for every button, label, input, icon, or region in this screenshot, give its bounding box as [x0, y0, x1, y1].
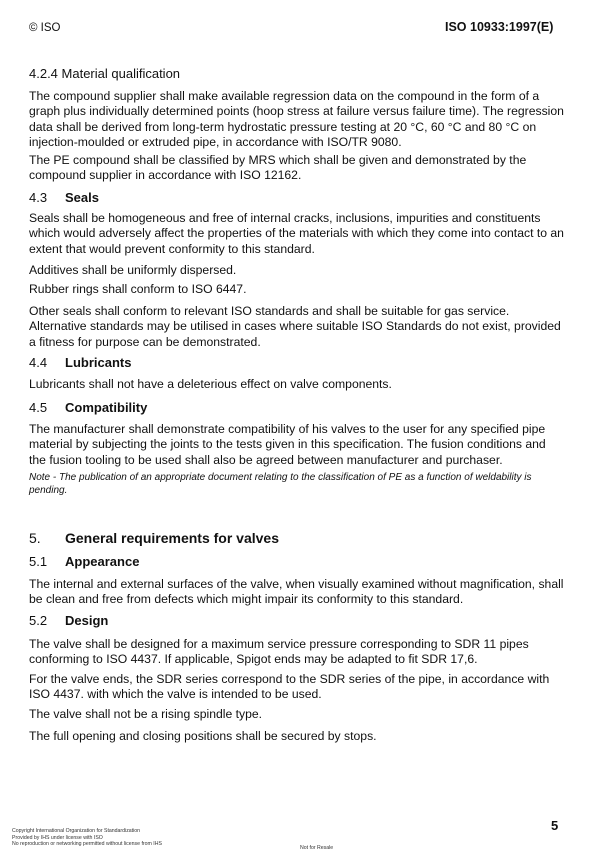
paragraph: The valve shall be designed for a maximum service pressure corresponding to SDR 11 pipes conforming to ISO 4437. If applicable, Spigot ends may be adapted to fit SDR 17,6. — [29, 637, 529, 667]
paragraph: Other seals shall conform to relevant ISO standards and shall be suitable for gas service. Alternative standards may be utilised in cases where suitable ISO Standards do not exist, provided a fitness for purpose can be demonstrated. — [29, 304, 561, 349]
section-title: Compatibility — [65, 400, 148, 415]
section-heading: 4.2.4 Material qualification — [29, 66, 181, 81]
section-heading-5 — [29, 530, 279, 546]
section-title: Seals — [65, 190, 99, 205]
section-heading-4-3 — [29, 190, 99, 205]
footer-copyright — [12, 828, 162, 848]
paragraph: The compound supplier shall make available regression data on the compound in the form of a graph plus individually determined points (hoop stress at failure versus failure time). The regression data shall be derived from long-term hydrostatic pressure testing at 20 °C, 60 °C and 80 °C on injection-moulded or extruded pipe, in accordance with ISO/TR 9080. — [29, 89, 564, 150]
paragraph: The full opening and closing positions shall be secured by stops. — [29, 729, 377, 743]
section-heading-5-2 — [29, 613, 108, 628]
header-copyright: © ISO — [29, 22, 61, 34]
footer-line: No reproduction or networking permitted without license from IHS — [12, 841, 162, 848]
section-title: General requirements for valves — [65, 530, 279, 546]
paragraph: Additives shall be uniformly dispersed. — [29, 263, 237, 277]
header-standard-number: ISO 10933:1997(E) — [445, 20, 554, 34]
paragraph: For the valve ends, the SDR series correspond to the SDR series of the pipe, in accordance with ISO 4437. with which the valve is intended to be used. — [29, 672, 550, 702]
section-number: 4.3 — [29, 190, 48, 205]
page-number: 5 — [551, 818, 559, 833]
paragraph: Rubber rings shall conform to ISO 6447. — [29, 282, 247, 296]
section-number: 5. — [29, 530, 41, 546]
section-heading-4-4 — [29, 355, 131, 370]
section-number: 5.2 — [29, 613, 48, 628]
paragraph: Lubricants shall not have a deleterious effect on valve components. — [29, 377, 392, 391]
paragraph: The valve shall not be a rising spindle type. — [29, 707, 263, 721]
section-heading-5-1 — [29, 554, 139, 569]
footer-line: Copyright International Organization for Standardization — [12, 828, 141, 834]
section-number: 4.5 — [29, 400, 48, 415]
note: Note - The publication of an appropriate document relating to the classification of PE as a function of weldability is pending. — [29, 472, 532, 496]
paragraph: The PE compound shall be classified by MRS which shall be given and demonstrated by the compound supplier in accordance with ISO 12162. — [29, 153, 527, 183]
section-title: Design — [65, 613, 109, 628]
paragraph: The manufacturer shall demonstrate compatibility of his valves to the user for any specified pipe material by subjecting the joints to the tests given in this specification. The fusion conditions and the fusion tooling to be used shall also be agreed between manufacturer and purchaser. — [29, 422, 546, 467]
footer-not-for-resale: Not for Resale — [300, 845, 334, 851]
section-number: 4.4 — [29, 355, 48, 370]
section-title: Appearance — [65, 554, 140, 569]
footer-line: Provided by IHS under license with ISO — [12, 834, 103, 841]
paragraph: Seals shall be homogeneous and free of internal cracks, inclusions, impurities and constituents which would adversely affect the properties of the materials with which they come into contact to an extent that would prevent conformity to this standard. — [29, 211, 564, 256]
paragraph: The internal and external surfaces of the valve, when visually examined without magnification, shall be clean and free from defects which might impair its conformity to this standard. — [29, 577, 564, 607]
section-title: Lubricants — [65, 355, 132, 370]
section-heading-4-5 — [29, 400, 147, 415]
section-number: 5.1 — [29, 554, 48, 569]
